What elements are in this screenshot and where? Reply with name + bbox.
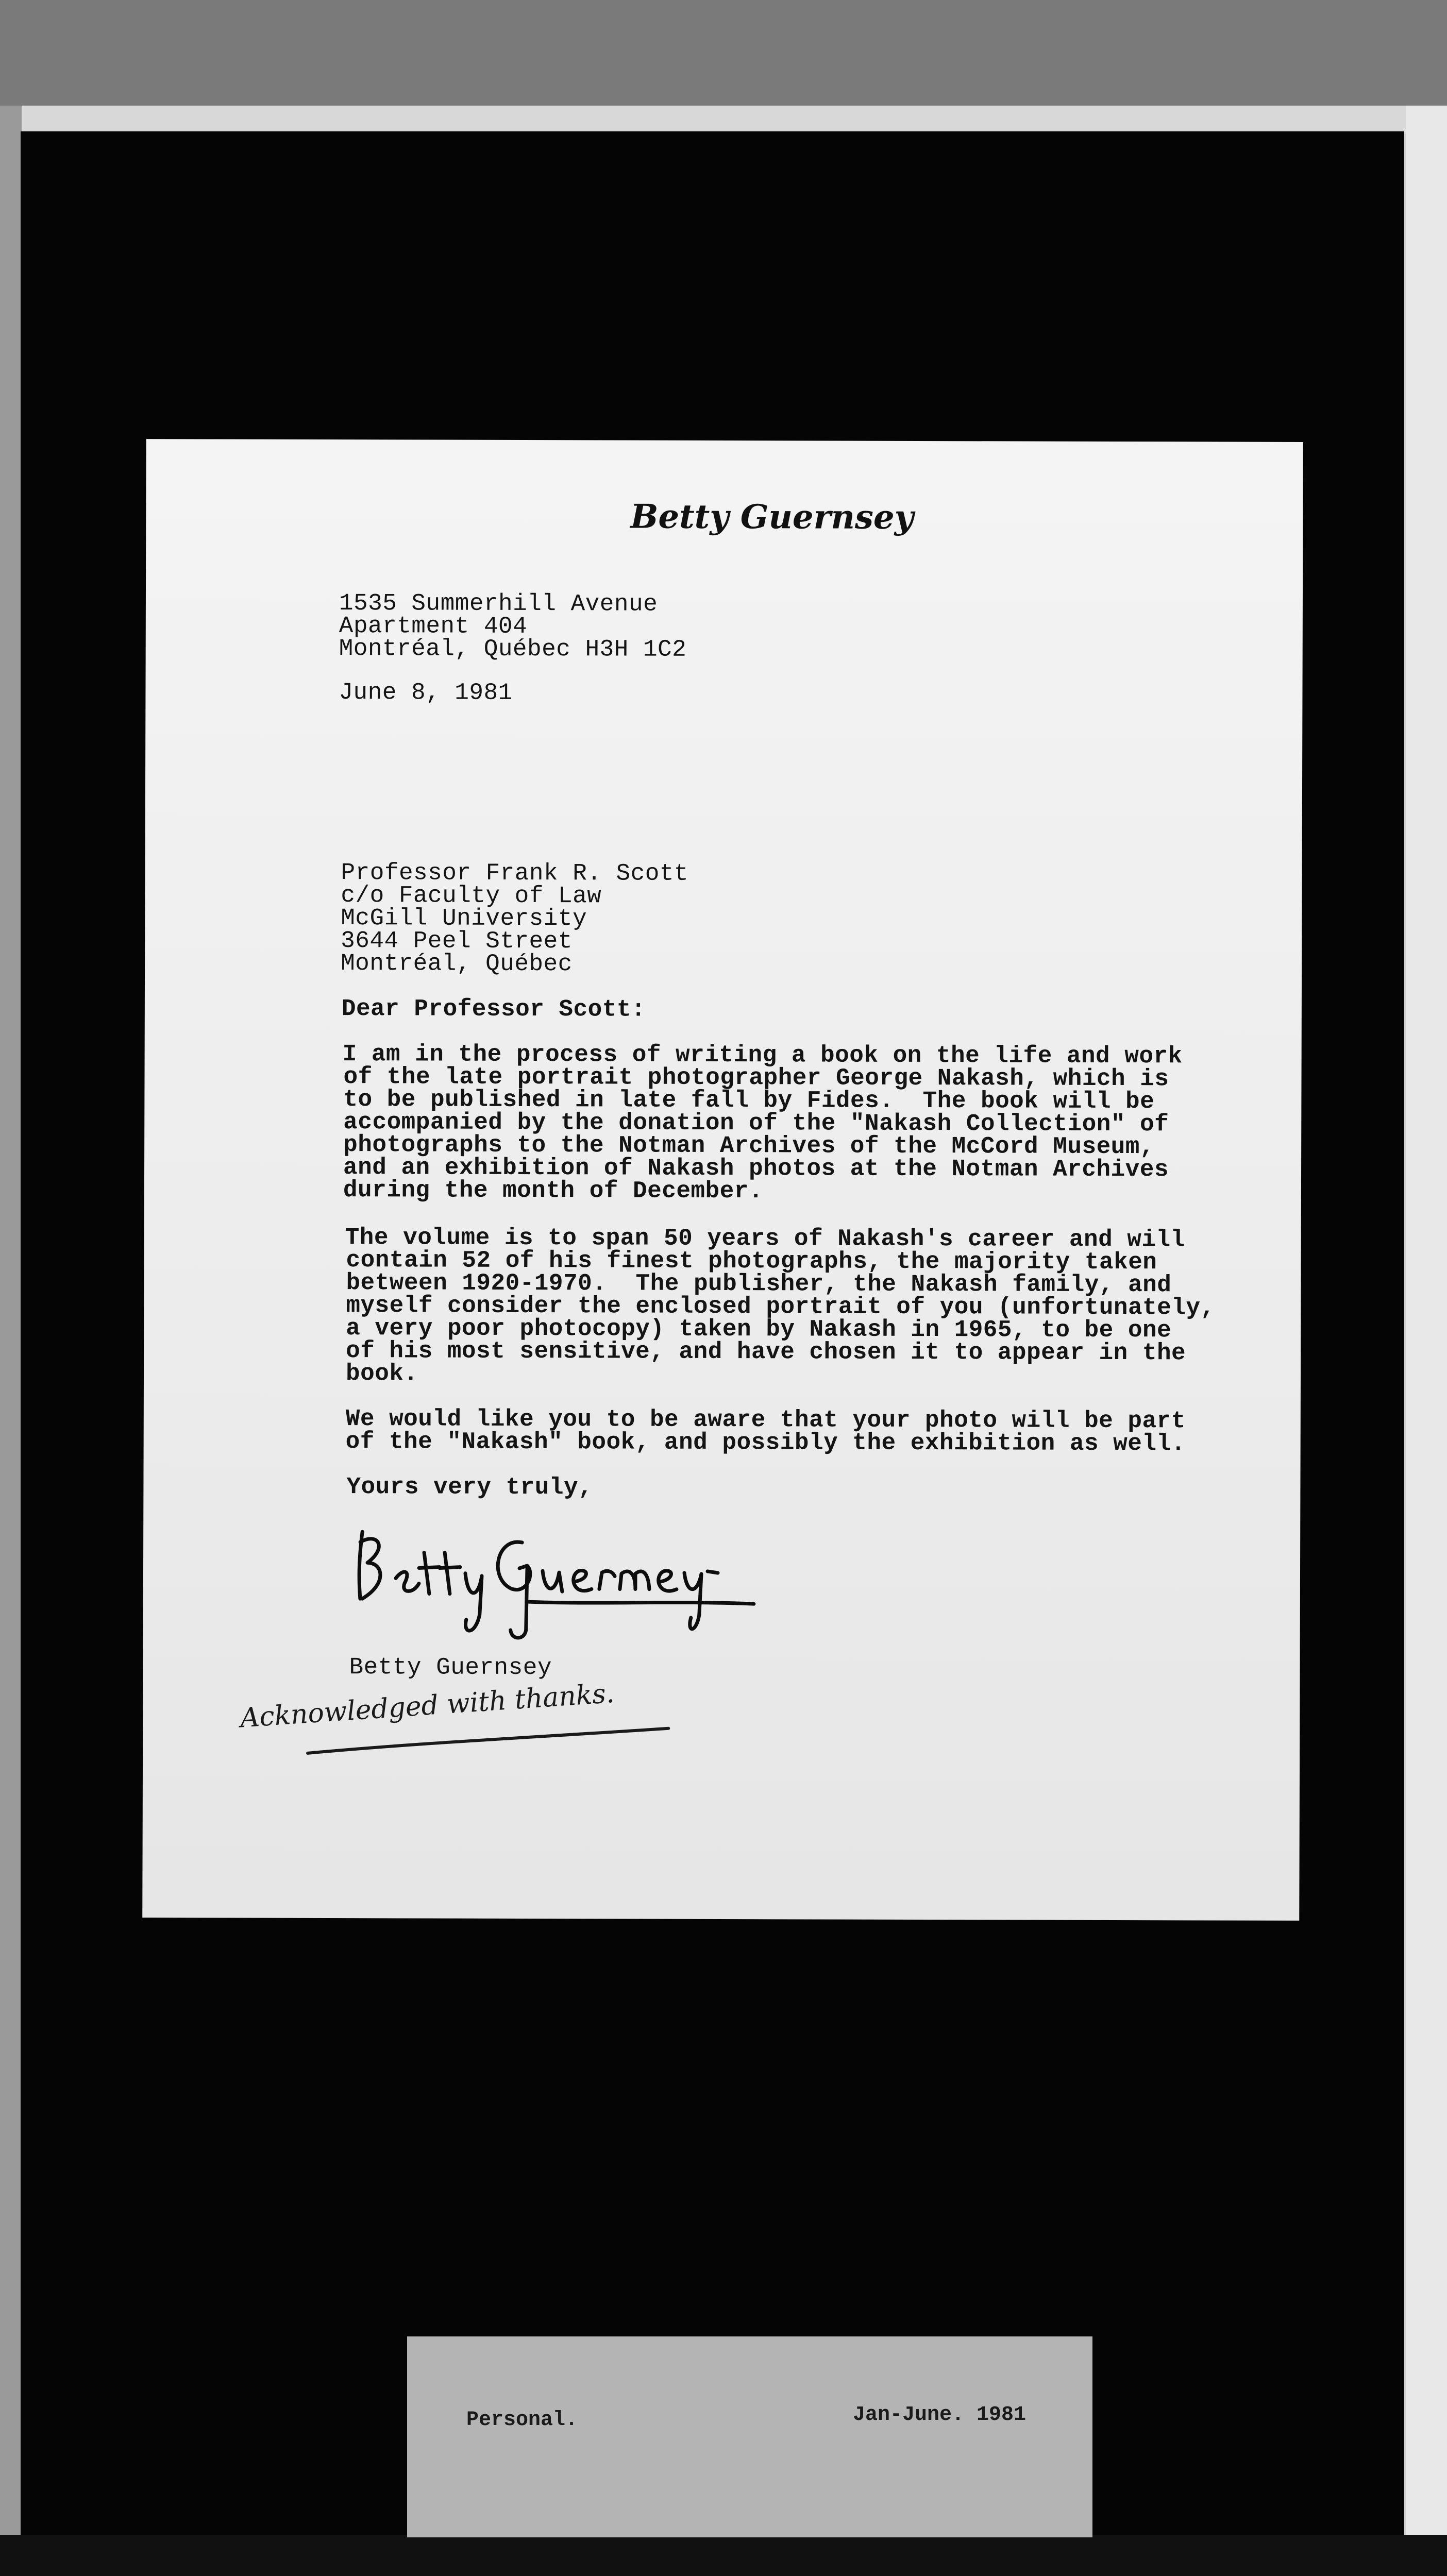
paragraph-1-line-6: and an exhibition of Nakash photos at the Notman Archives: [343, 1154, 1169, 1183]
paragraph-2-line-4: myself consider the enclosed portrait of you (unfortunately,: [346, 1292, 1215, 1321]
paragraph-2-line-7: book.: [345, 1360, 418, 1387]
paragraph-2-line-3: between 1920-1970. The publisher, the Nakash family, and: [346, 1269, 1172, 1299]
frame-right-edge: [1406, 106, 1447, 2576]
paragraph-2-line-6: of his most sensitive, and have chosen it to appear in the: [346, 1337, 1186, 1367]
paragraph-1-line-2: of the late portrait photographer George Nakash, which is: [343, 1063, 1169, 1093]
sender-address-line-1: 1535 Summerhill Avenue: [339, 590, 658, 618]
letterhead-text: Betty Guernsey: [630, 497, 914, 537]
paragraph-3-line-2: of the "Nakash" book, and possibly the exhibition as well.: [345, 1428, 1186, 1458]
paragraph-2-line-5: a very poor photocopy) taken by Nakash in 1965, to be one: [346, 1315, 1172, 1344]
folder-tab-label: [407, 2336, 1092, 2537]
typed-signature-name: Betty Guernsey: [349, 1654, 552, 1682]
recipient-line-1: Professor Frank R. Scott: [341, 859, 689, 887]
frame-left-edge: [0, 106, 22, 2576]
frame-top-edge: [0, 106, 1447, 134]
paragraph-3-line-1: We would like you to be aware that your photo will be part: [345, 1405, 1186, 1435]
recipient-line-4: 3644 Peel Street: [341, 927, 573, 955]
closing: Yours very truly,: [346, 1473, 593, 1501]
recipient-line-3: McGill University: [341, 905, 587, 933]
recipient-line-2: c/o Faculty of Law: [341, 882, 602, 910]
letterhead-logo: [625, 487, 986, 545]
paragraph-2-line-2: contain 52 of his finest photographs, the majority taken: [346, 1247, 1157, 1276]
handwritten-annotation: [235, 1676, 699, 1759]
sender-address-line-2: Apartment 404: [339, 613, 528, 640]
paragraph-1-line-5: photographs to the Notman Archives of the McCord Museum,: [343, 1131, 1155, 1161]
handwritten-signature: [347, 1511, 770, 1646]
frame-bottom-edge: [0, 2535, 1447, 2576]
sender-address-line-3: Montréal, Québec H3H 1C2: [339, 635, 687, 663]
paragraph-1-line-7: during the month of December.: [343, 1177, 764, 1205]
folder-tab-date-range: Jan-June. 1981: [853, 2403, 1027, 2427]
salutation: Dear Professor Scott:: [341, 995, 646, 1023]
paragraph-2-line-1: The volume is to span 50 years of Nakash's career and will: [345, 1224, 1185, 1253]
paragraph-1-line-1: I am in the process of writing a book on the life and work: [342, 1041, 1183, 1070]
folder-tab-category: Personal.: [466, 2409, 578, 2432]
recipient-line-5: Montréal, Québec: [341, 950, 573, 978]
letter-page: [142, 439, 1303, 1921]
paragraph-1-line-3: to be published in late fall by Fides. The book will be: [343, 1086, 1155, 1115]
annotation-text: Acknowledged with thanks.: [239, 1677, 616, 1734]
paragraph-1-line-4: accompanied by the donation of the "Nakash Collection" of: [343, 1109, 1169, 1138]
letter-date: June 8, 1981: [339, 679, 513, 706]
